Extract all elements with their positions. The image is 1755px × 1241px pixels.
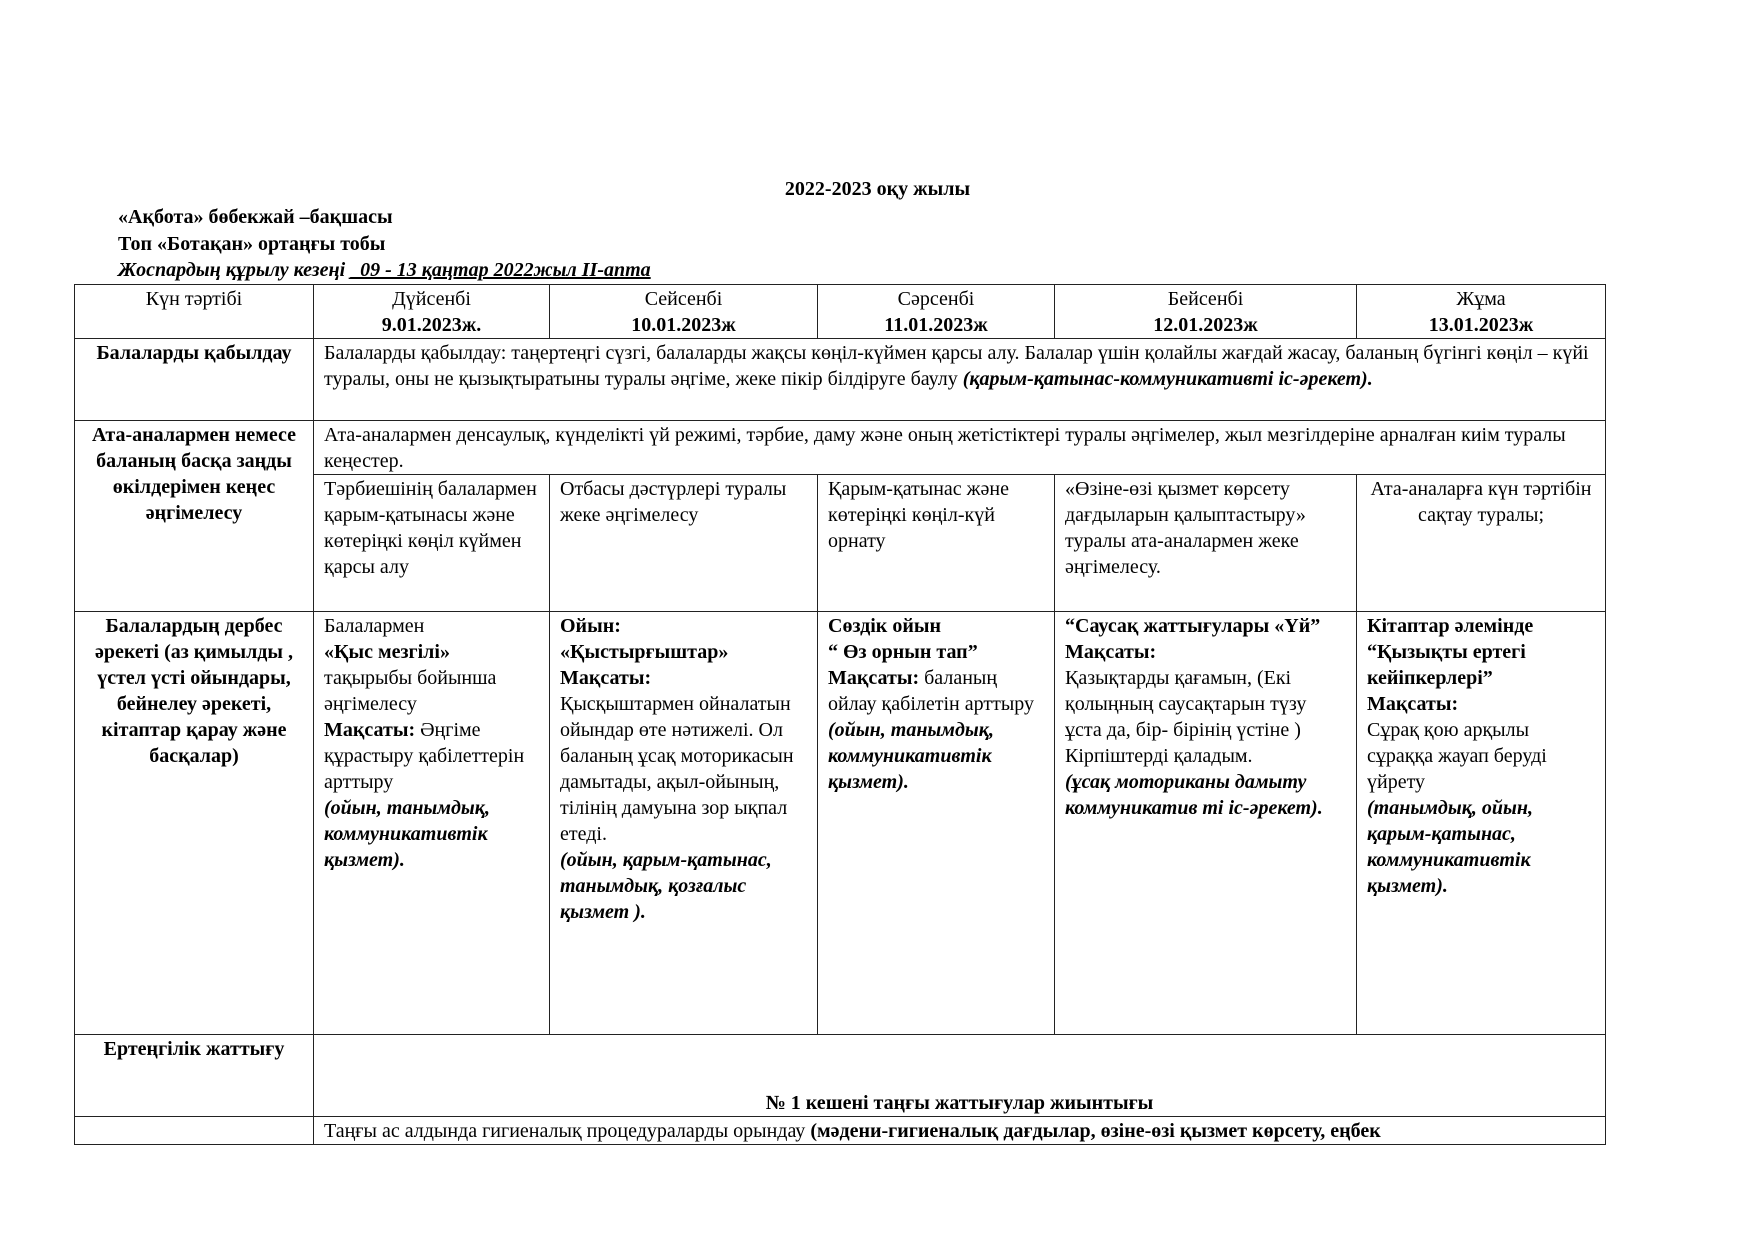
- goal-label: Мақсаты:: [560, 667, 652, 689]
- row-label-independent: Балалардың дербес әрекеті (аз қимылды , үстел үсті ойындары, бейнелеу әрекеті, кітаптар қарау және басқалар): [75, 612, 314, 1035]
- day-name: Сейсенбі: [644, 288, 723, 310]
- day-date: 10.01.2023ж: [631, 314, 736, 336]
- goal-label: Мақсаты:: [1065, 641, 1157, 663]
- kindergarten-name: «Ақбота» бөбекжай –бақшасы: [118, 206, 393, 228]
- goal-label: Мақсаты:: [1367, 693, 1459, 715]
- plan-period-value: _09 - 13 қаңтар 2022жыл ІІ-апта: [350, 259, 651, 281]
- reception-text: Балаларды қабылдау: таңертеңгі сүзгі, балаларды жақсы көңіл-күймен қарсы алу. Балалар үшін қолайлы жағдай жасау, баланың бүгінгі көңіл – күйі туралы, оны не қызықтыратыны туралы әңгіме, жеке пікір білдіруге баулу: [324, 342, 1589, 390]
- activity-tag: (ойын, қарым-қатынас, танымдық, қозғалыс қызмет ).: [560, 849, 772, 923]
- schedule-column-header: Күн тәртібі: [75, 285, 314, 339]
- independent-tuesday: [550, 612, 818, 1035]
- day-date: 13.01.2023ж: [1428, 314, 1534, 336]
- activity-goal: Қысқыштармен ойналатын ойындар өте нәтижелі. Ол баланың ұсақ моторикасын дамытады, ақыл-ойының, тілінің дамуына зор ықпал етеді.: [560, 693, 794, 845]
- academic-year: 2022-2023 оқу жылы: [784, 178, 971, 200]
- hygiene-cell: [314, 1117, 1606, 1145]
- activity-game-label: Ойын:: [560, 615, 621, 637]
- day-header-thursday: [1055, 285, 1357, 339]
- row-label-hygiene: [75, 1117, 314, 1145]
- activity-goal: баланың ойлау қабілетін арттыру: [828, 667, 1034, 715]
- activity-title: «Қыстырғыштар»: [560, 641, 729, 663]
- independent-wednesday: [818, 612, 1055, 1035]
- activity-topic-tail: тақырыбы бойынша әңгімелесу: [324, 667, 497, 715]
- independent-friday: [1357, 612, 1606, 1035]
- parents-wednesday: Қарым-қатынас және көтеріңкі көңіл-күй орнату: [818, 475, 1055, 612]
- weekly-plan-table: [74, 284, 1606, 1145]
- day-header-monday: [314, 285, 550, 339]
- day-date: 11.01.2023ж: [884, 314, 988, 336]
- exercise-text: № 1 кешені таңғы жаттығулар жиынтығы: [765, 1092, 1154, 1114]
- independent-thursday: [1055, 612, 1357, 1035]
- activity-title: “Саусақ жаттығулары «Үй”: [1065, 615, 1321, 637]
- parents-monday: Тәрбиешінің балалармен қарым-қатынасы және көтеріңкі көңіл күймен қарсы алу: [314, 475, 550, 612]
- activity-goal: Әңгіме құрастыру қабілеттерін арттыру: [324, 719, 525, 793]
- group-name: Топ «Ботақан» ортаңғы тобы: [118, 233, 386, 255]
- activity-title: “ Өз орнын тап”: [828, 641, 978, 663]
- day-date: 9.01.2023ж.: [381, 314, 482, 336]
- table-row-hygiene: [75, 1117, 1606, 1145]
- day-name: Жұма: [1456, 288, 1506, 310]
- table-row-parents-general: [75, 421, 1606, 475]
- activity-goal: Қазықтарды қағамын, (Екі қолыңның саусақтарын түзу ұста да, бір- бірінің үстіне ): [1065, 667, 1307, 741]
- parents-tuesday: Отбасы дәстүрлері туралы жеке әңгімелесу: [550, 475, 818, 612]
- parents-general-text: Ата-аналармен денсаулық, күнделікті үй режимі, тәрбие, даму және оның жетістіктері туралы әңгімелер, жыл мезгілдеріне арналған киім туралы кеңестер.: [314, 421, 1606, 475]
- exercise-cell: [314, 1035, 1606, 1117]
- day-name: Сәрсенбі: [897, 288, 975, 310]
- reception-activity-tag: (қарым-қатынас-коммуникативті іс-әрекет).: [962, 368, 1373, 390]
- day-header-friday: [1357, 285, 1606, 339]
- hygiene-activity-tag: (мәдени-гигиеналық дағдылар, өзіне-өзі қызмет көрсету, еңбек: [810, 1120, 1381, 1142]
- day-name: Бейсенбі: [1167, 288, 1244, 310]
- activity-title: Кітаптар әлемінде “Қызықты ертегі кейіпкерлері”: [1367, 615, 1534, 689]
- independent-monday: [314, 612, 550, 1035]
- activity-tag: (ойын, танымдық, коммуникативтік қызмет).: [828, 719, 994, 793]
- goal-label: Мақсаты:: [828, 667, 920, 689]
- table-row-independent-activity: [75, 612, 1606, 1035]
- activity-tag: (ойын, танымдық, коммуникативтік қызмет).: [324, 797, 490, 871]
- goal-label: Мақсаты:: [324, 719, 416, 741]
- day-header-wednesday: [818, 285, 1055, 339]
- table-header-row: [75, 285, 1606, 339]
- parents-thursday: «Өзіне-өзі қызмет көрсету дағдыларын қалыптастыру» туралы ата-аналармен жеке әңгімелесу.: [1055, 475, 1357, 612]
- hygiene-text: Таңғы ас алдында гигиеналық процедураларды орындау: [324, 1120, 811, 1142]
- activity-game-label: Сөздік ойын: [828, 615, 941, 637]
- row-label-exercise: Ертеңгілік жаттығу: [75, 1035, 314, 1117]
- activity-tag: (ұсақ моториканы дамыту коммуникатив ті іс-әрекет).: [1065, 771, 1323, 819]
- plan-period: [118, 259, 651, 282]
- activity-goal-2: Кірпіштерді қаладым.: [1065, 745, 1253, 767]
- activity-intro: Балалармен: [324, 615, 425, 637]
- day-date: 12.01.2023ж: [1153, 314, 1258, 336]
- activity-tag: (танымдық, ойын, қарым-қатынас, коммуникативтік қызмет).: [1367, 797, 1533, 897]
- table-row-reception: [75, 339, 1606, 421]
- plan-period-label: Жоспардың құрылу кезеңі: [118, 259, 351, 281]
- parents-friday: Ата-аналарға күн тәртібін сақтау туралы;: [1357, 475, 1606, 612]
- day-header-tuesday: [550, 285, 818, 339]
- row-label-reception: Балаларды қабылдау: [75, 339, 314, 421]
- activity-goal: Сұрақ қою арқылы сұраққа жауап беруді үйрету: [1367, 719, 1547, 793]
- table-row-morning-exercise: [75, 1035, 1606, 1117]
- activity-topic: «Қыс мезгілі»: [324, 641, 450, 663]
- reception-description: [314, 339, 1606, 421]
- row-label-parents: Ата-аналармен немесе баланың басқа заңды өкілдерімен кеңес әңгімелесу: [75, 421, 314, 612]
- day-name: Дүйсенбі: [392, 288, 471, 310]
